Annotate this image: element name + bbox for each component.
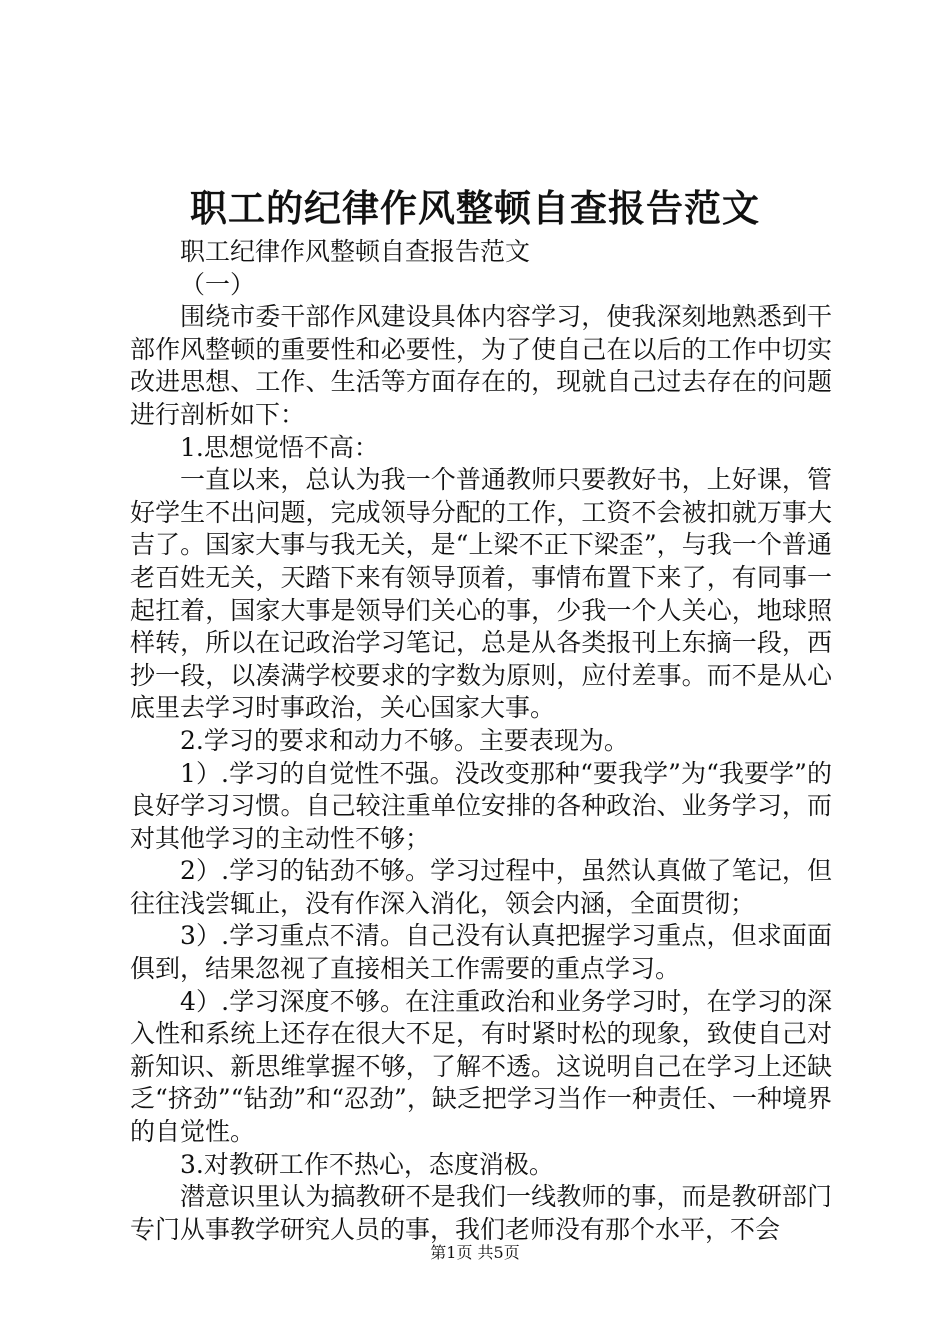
document-title: 职工的纪律作风整顿自查报告范文 <box>190 186 760 230</box>
section-marker: （一） <box>180 269 256 299</box>
body-paragraph: 一直以来，总认为我一个普通教师只要教好书，上好课，管好学生不出问题，完成领导分配的工作，工资不会被扣就万事大吉了。国家大事与我无关，是“上梁不正下梁歪”，与我一个普通老百姓无关，天踏下来有领导顶着，事情布置下来了，有同事一起扛着，国家大事是领导们关心的事，少我一个人关心，地球照样转，所以在记政治学习笔记，总是从各类报刊上东摘一段，西抄一段，以凑满学校要求的字数为原则，应付差事。而不是从心底里去学习时事政治，关心国家大事。 <box>130 465 832 723</box>
document-body <box>130 236 832 1246</box>
section-heading: 2.学习的要求和动力不够。主要表现为。 <box>180 725 629 755</box>
section-heading: 3.对教研工作不热心，态度消极。 <box>180 1149 554 1179</box>
page-footer: 第1页 共5页 <box>430 1243 520 1262</box>
section-heading: 1.思想觉悟不高： <box>180 432 379 462</box>
list-item: 3）.学习重点不清。自己没有认真把握学习重点，但求面面俱到，结果忽视了直接相关工作需要的重点学习。 <box>130 921 832 984</box>
body-paragraph: 围绕市委干部作风建设具体内容学习，使我深刻地熟悉到干部作风整顿的重要性和必要性，为了使自己在以后的工作中切实改进思想、工作、生活等方面存在的，现就自己过去存在的问题进行剖析如下： <box>130 302 832 429</box>
subtitle-paragraph: 职工纪律作风整顿自查报告范文 <box>180 237 531 266</box>
body-paragraph: 潜意识里认为搞教研不是我们一线教师的事，而是教研部门专门从事教学研究人员的事，我们老师没有那个水平，不会 <box>130 1182 832 1244</box>
list-item: 2）.学习的钻劲不够。学习过程中，虽然认真做了笔记，但往往浅尝辄止，没有作深入消化，领会内涵，全面贯彻； <box>130 856 832 918</box>
list-item: 1）.学习的自觉性不强。没改变那种“要我学”为“我要学”的良好学习习惯。自己较注重单位安排的各种政治、业务学习，而对其他学习的主动性不够； <box>130 758 832 853</box>
list-item: 4）.学习深度不够。在注重政治和业务学习时，在学习的深入性和系统上还存在很大不足，有时紧时松的现象，致使自己对新知识、新思维掌握不够，了解不透。这说明自己在学习上还缺乏“挤劲”“钻劲”和“忍劲”，缺乏把学习当作一种责任、一种境界的自觉性。 <box>130 986 832 1147</box>
